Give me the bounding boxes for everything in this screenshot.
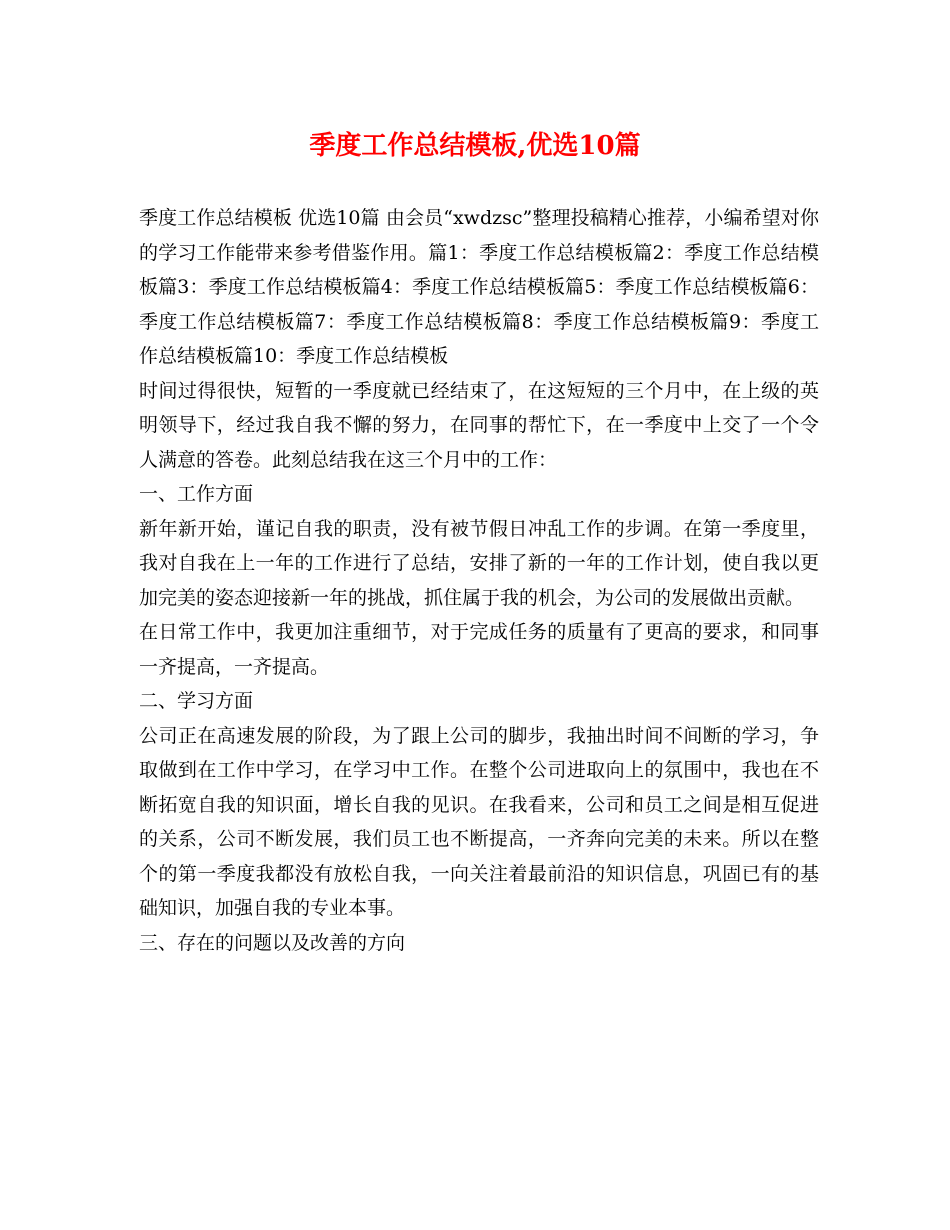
section-heading-problems: 三、存在的问题以及改善的方向 xyxy=(139,931,406,954)
paragraph-intro: 季度工作总结模板 优选10篇 由会员“xwdzsc”整理投稿精心推荐，小编希望对你的学习工作能带来参考借鉴作用。篇1：季度工作总结模板篇2：季度工作总结模板篇3：季度工作总结模板篇4：季度工作总结模板篇5：季度工作总结模板篇6：季度工作总结模板篇7：季度工作总结模板篇8：季度工作总结模板篇9：季度工作总结模板篇10：季度工作总结模板 xyxy=(139,207,819,367)
paragraph-work-2: 在日常工作中，我更加注重细节，对于完成任务的质量有了更高的要求，和同事一齐提高，一齐提高。 xyxy=(139,621,819,678)
paragraph-summary-opening: 时间过得很快，短暂的一季度就已经结束了，在这短短的三个月中，在上级的英明领导下，经过我自我不懈的努力，在同事的帮忙下，在一季度中上交了一个令人满意的答卷。此刻总结我在这三个月中的工作： xyxy=(139,379,819,471)
paragraph-study: 公司正在高速发展的阶段，为了跟上公司的脚步，我抽出时间不间断的学习，争取做到在工作中学习，在学习中工作。在整个公司进取向上的氛围中，我也在不断拓宽自我的知识面，增长自我的见识。在我看来，公司和员工之间是相互促进的关系，公司不断发展，我们员工也不断提高，一齐奔向完美的未来。所以在整个的第一季度我都没有放松自我，一向关注着最前沿的知识信息，巩固已有的基础知识，加强自我的专业本事。 xyxy=(139,724,819,919)
paragraph-work-1: 新年新开始，谨记自我的职责，没有被节假日冲乱工作的步调。在第一季度里，我对自我在上一年的工作进行了总结，安排了新的一年的工作计划，使自我以更加完美的姿态迎接新一年的挑战，抓住属于我的机会，为公司的发展做出贡献。 xyxy=(139,517,819,609)
section-heading-study: 二、学习方面 xyxy=(139,690,254,712)
section-heading-work: 一、工作方面 xyxy=(139,483,254,505)
document-body xyxy=(139,201,819,960)
document-title: 季度工作总结模板,优选10篇 xyxy=(309,131,641,161)
